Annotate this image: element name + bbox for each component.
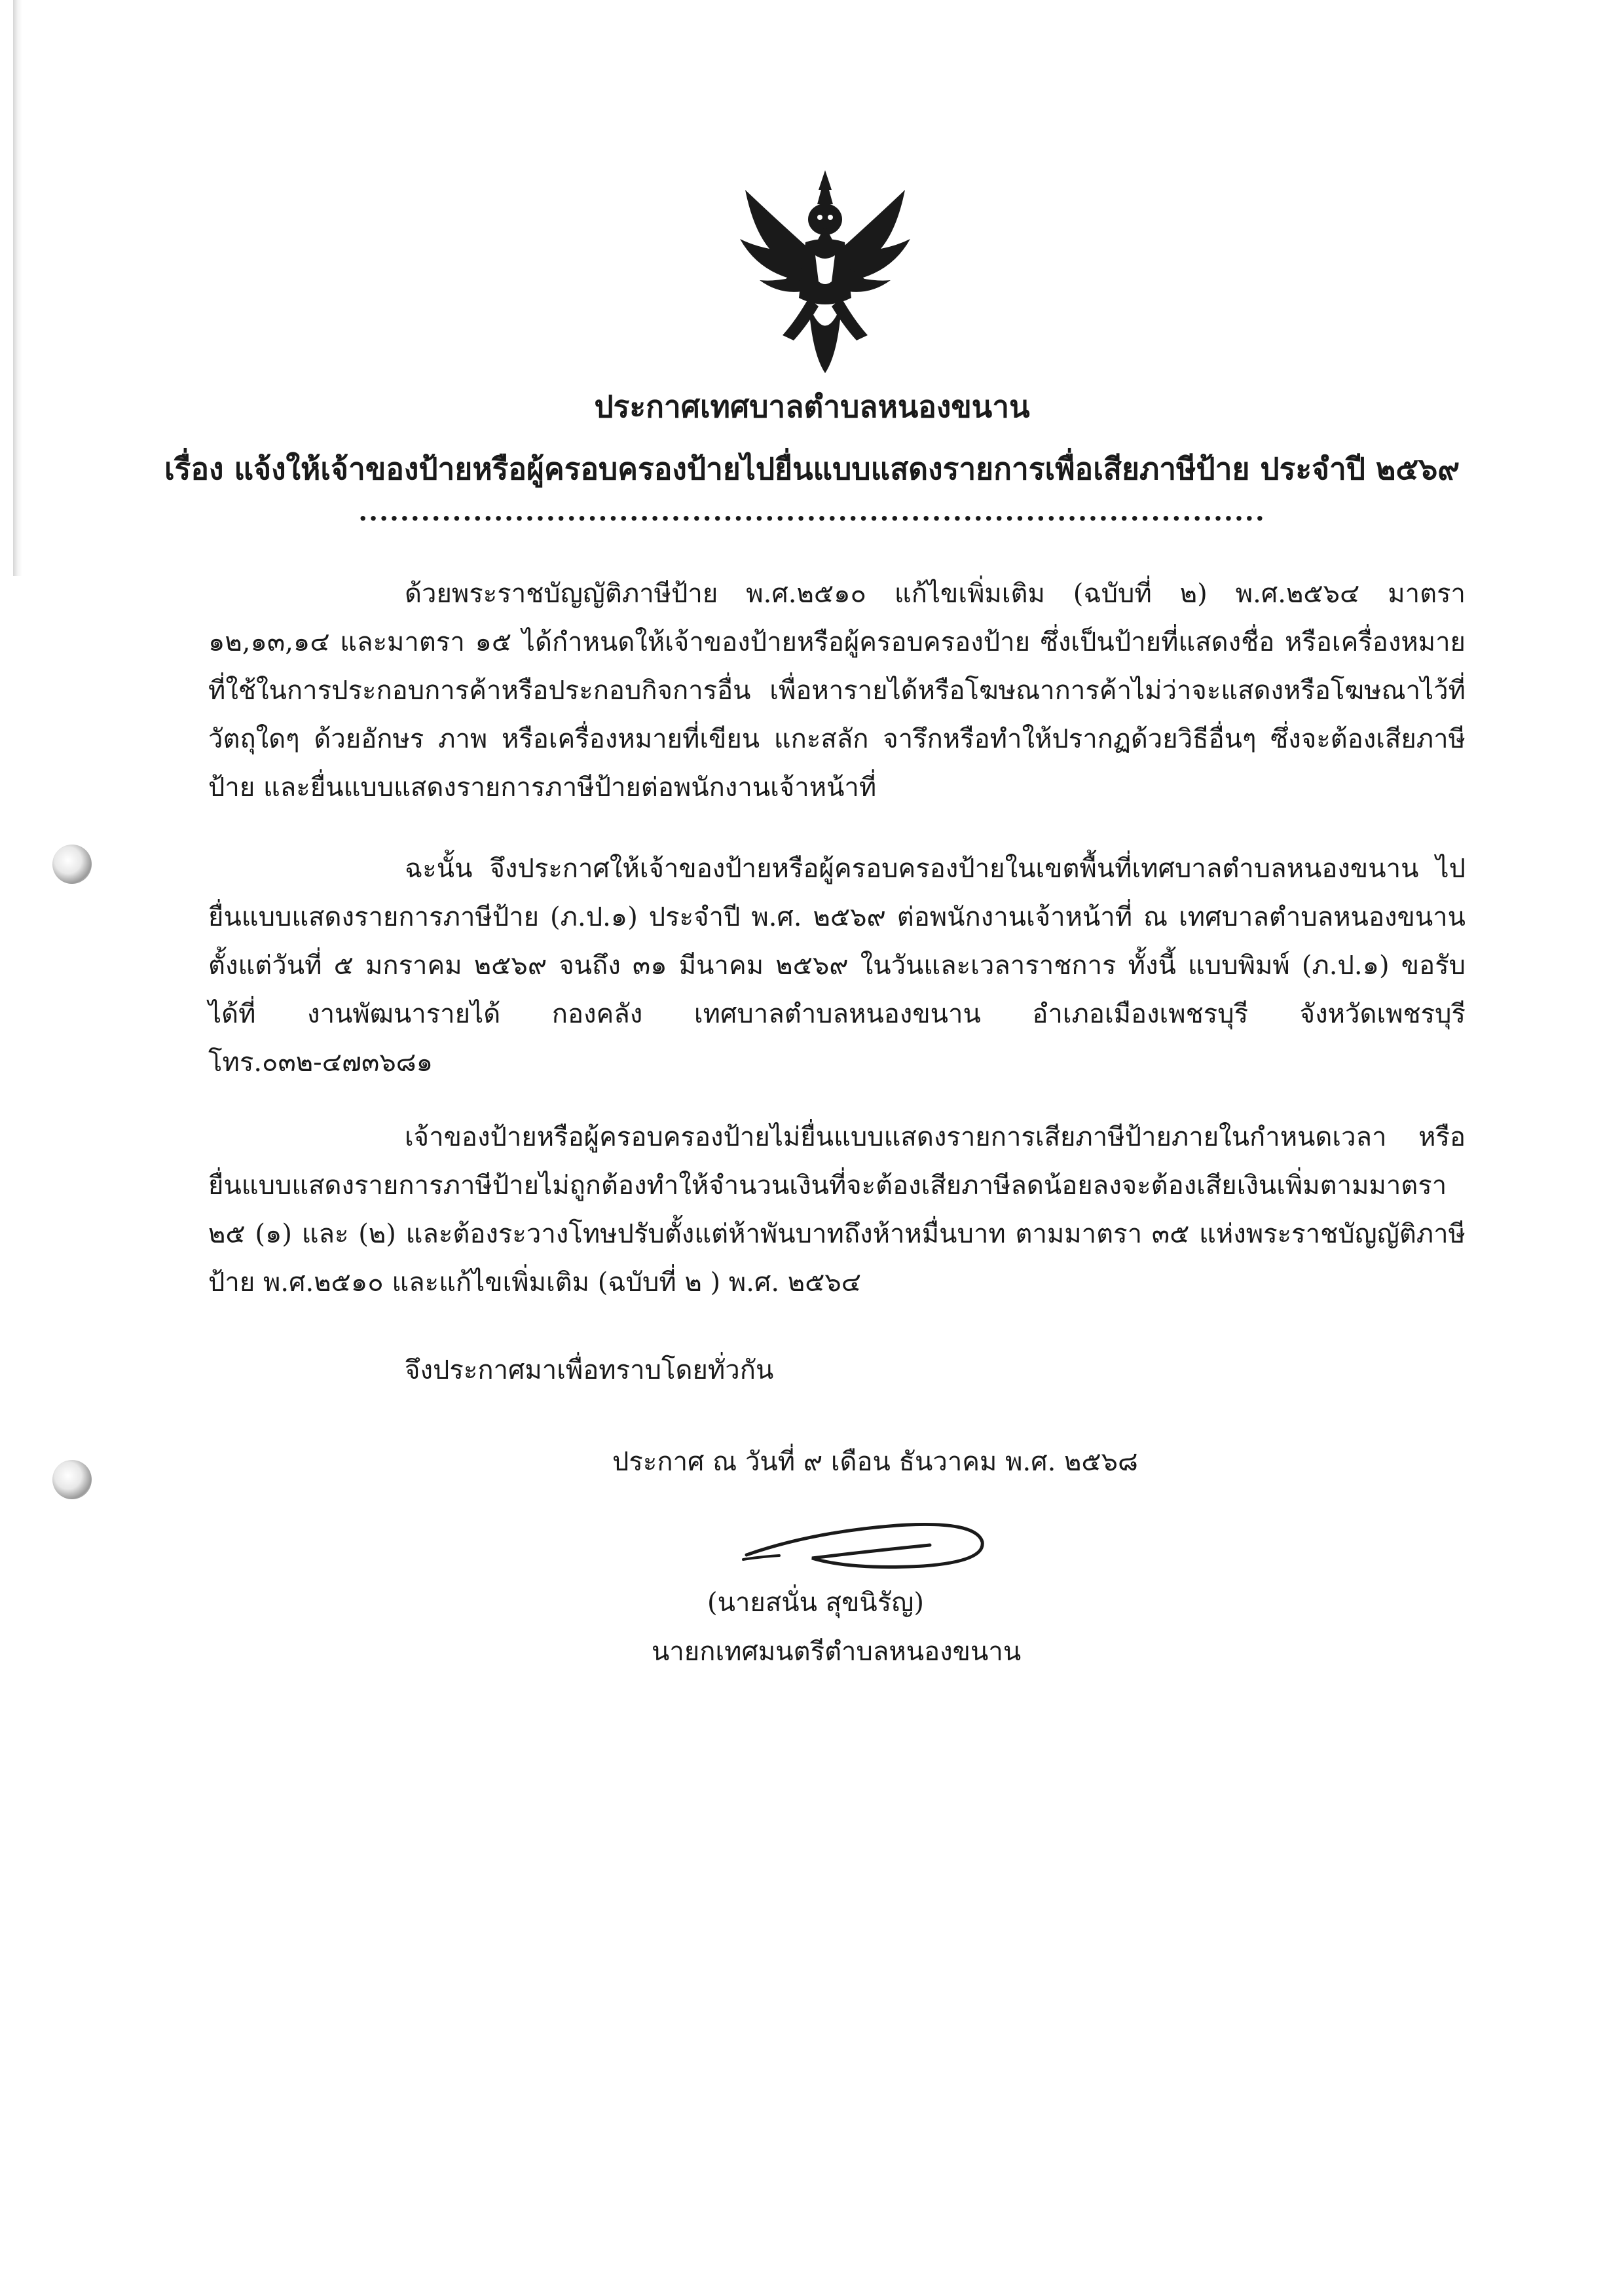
announcement-title: ประกาศเทศบาลตำบลหนองขนาน [594,389,1030,424]
handwritten-signature [733,1506,995,1578]
body-paragraph [208,845,1466,1087]
punch-hole-mark [52,845,92,884]
announcement-subject: เรื่อง แจ้งให้เจ้าของป้ายหรือผู้ครอบครองป้ายไปยื่นแบบแสดงรายการเพื่อเสียภาษีป้าย ประจำปี ๒๕๖๙ [164,451,1460,486]
signer-title: นายกเทศมนตรีตำบลหนองขนาน [652,1637,1022,1667]
paragraph-text: ด้วยพระราชบัญญัติภาษีป้าย พ.ศ.๒๕๑๐ แก้ไขเพิ่มเติม (ฉบับที่ ๒) พ.ศ.๒๕๖๔ มาตรา ๑๒,๑๓,๑๔ และมาตรา ๑๕ ได้กำหนดให้เจ้าของป้ายหรือผู้ครอบครองป้าย ซึ่งเป็นป้ายที่แสดงชื่อ หรือเครื่องหมายที่ใช้ในการประกอบการค้าหรือประกอบกิจการอื่น เพื่อหารายได้หรือโฆษณาการค้าไม่ว่าจะแสดงหรือโฆษณาไว้ที่วัตถุใดๆ ด้วยอักษร ภาพ หรือเครื่องหมายที่เขียน แกะสลัก จารึกหรือทำให้ปรากฏด้วยวิธีอื่นๆ ซึ่งจะต้องเสียภาษีป้าย และยื่นแบบแสดงรายการภาษีป้ายต่อพนักงานเจ้าหน้าที่ [208,579,1466,803]
dotted-divider: ....................................................................................... [358,496,1266,527]
announcement-date: ประกาศ ณ วันที่ ๙ เดือน ธันวาคม พ.ศ. ๒๕๖๘ [612,1447,1138,1477]
body-paragraph [208,570,1466,812]
body-paragraph [208,1113,1466,1307]
paragraph-text: เจ้าของป้ายหรือผู้ครอบครองป้ายไม่ยื่นแบบแสดงรายการเสียภาษีป้ายภายในกำหนดเวลา หรือยื่นแบบแสดงรายการภาษีป้ายไม่ถูกต้องทำให้จำนวนเงินที่จะต้องเสียภาษีลดน้อยลงจะต้องเสียเงินเพิ่มตามมาตรา ๒๕ (๑) และ (๒) และต้องระวางโทษปรับตั้งแต่ห้าพันบาทถึงห้าหมื่นบาท ตามมาตรา ๓๕ แห่งพระราชบัญญัติภาษีป้าย พ.ศ.๒๕๑๐ และแก้ไขเพิ่มเติม (ฉบับที่ ๒ ) พ.ศ. ๒๕๖๔ [208,1122,1466,1298]
garuda-emblem-icon [733,164,917,380]
signer-name: (นายสนั่น สุขนิรัญ) [707,1588,924,1618]
paragraph-text: ฉะนั้น จึงประกาศให้เจ้าของป้ายหรือผู้ครอบครองป้ายในเขตพื้นที่เทศบาลตำบลหนองขนาน ไปยื่นแบบแสดงรายการภาษีป้าย (ภ.ป.๑) ประจำปี พ.ศ. ๒๕๖๙ ต่อพนักงานเจ้าหน้าที่ ณ เทศบาลตำบลหนองขนาน ตั้งแต่วันที่ ๕ มกราคม ๒๕๖๙ จนถึง ๓๑ มีนาคม ๒๕๖๙ ในวันและเวลาราชการ ทั้งนี้ แบบพิมพ์ (ภ.ป.๑) ขอรับได้ที่ งานพัฒนารายได้ กองคลัง เทศบาลตำบลหนองขนาน อำเภอเมืองเพชรบุรี จังหวัดเพชรบุรี โทร.๐๓๒-๔๗๓๖๘๑ [208,854,1466,1078]
closing-statement: จึงประกาศมาเพื่อทราบโดยทั่วกัน [405,1355,774,1385]
punch-hole-mark [52,1460,92,1499]
